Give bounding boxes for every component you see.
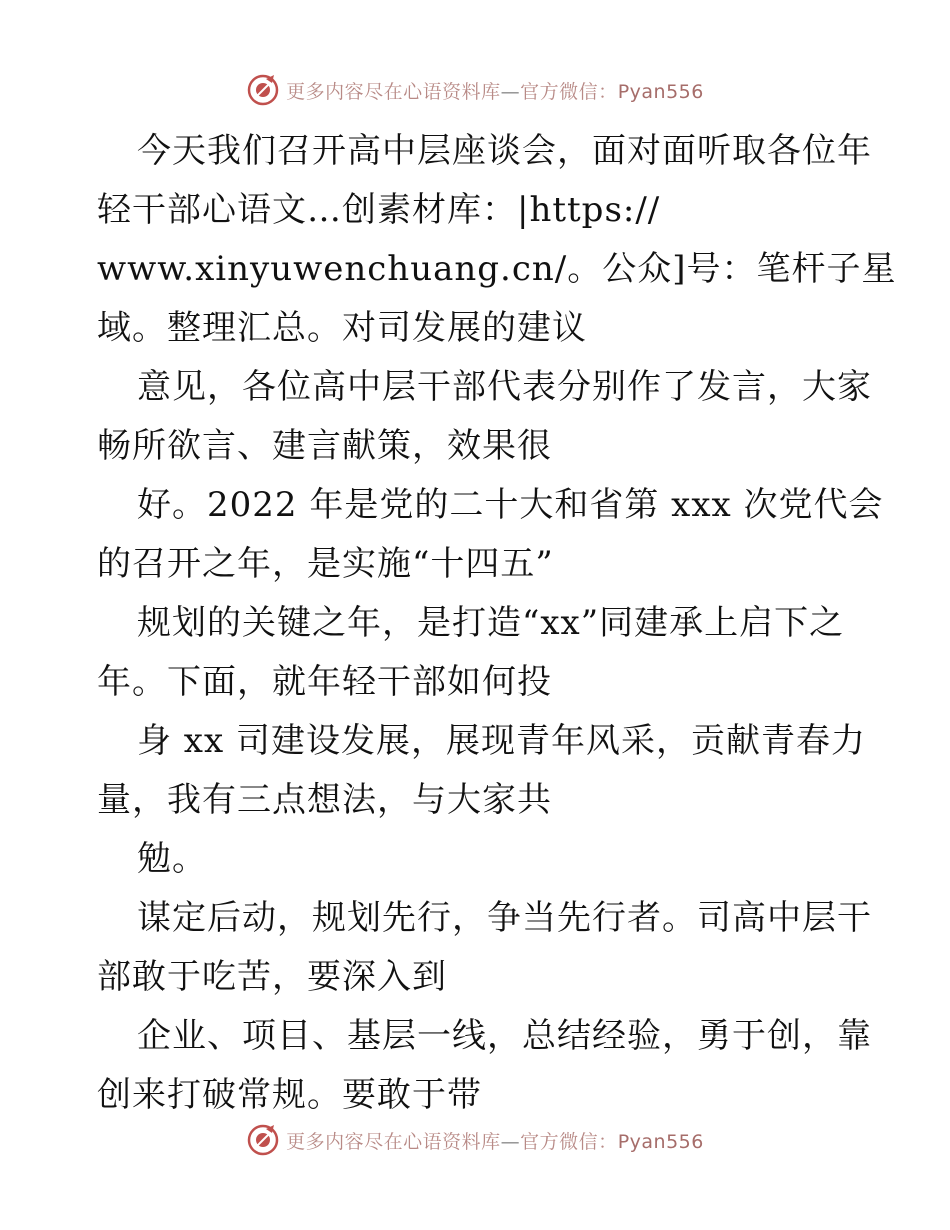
paragraph-line: 域。整理汇总。对司发展的建议 — [97, 308, 587, 348]
document-body — [97, 122, 897, 1125]
paragraph-line: 企业、项目、基层一线，总结经验，勇于创，靠 — [137, 1016, 872, 1056]
watermark-separator: — — [500, 1130, 521, 1153]
paragraph-line: 身 xx 司建设发展，展现青年风采，贡献青春力 — [137, 721, 866, 761]
paragraph-line: 创来打破常规。要敢于带 — [97, 1075, 482, 1115]
paragraph-line: 畅所欲言、建言献策，效果很 — [97, 426, 552, 466]
paragraph-line: 的召开之年，是实施“十四五” — [97, 544, 554, 584]
paragraph-line: 轻干部心语文…创素材库：|https:// — [97, 190, 661, 230]
watermark-wechat-id: Pyan556 — [617, 80, 704, 103]
watermark-text — [286, 1127, 704, 1154]
paragraph-line: 今天我们召开高中层座谈会，面对面听取各位年 — [137, 131, 872, 171]
watermark-wechat-label: 官方微信： — [520, 80, 618, 103]
header-watermark — [0, 70, 950, 110]
paragraph-line: www.xinyuwenchuang.cn/。公众]号：笔杆子星 — [97, 249, 897, 289]
brand-logo-icon — [246, 1123, 280, 1157]
paragraph-line: 年。下面，就年轻干部如何投 — [97, 662, 552, 702]
paragraph-line: 勉。 — [137, 839, 207, 879]
watermark-wechat-label: 官方微信： — [520, 1130, 618, 1153]
paragraph-line: 量，我有三点想法，与大家共 — [97, 780, 552, 820]
paragraph-line: 好。2022 年是党的二十大和省第 xxx 次党代会 — [137, 485, 884, 525]
paragraph-line: 规划的关键之年，是打造“xx”同建承上启下之 — [137, 603, 845, 643]
watermark-brand: 更多内容尽在心语资料库 — [286, 1130, 501, 1153]
watermark-text — [286, 77, 704, 104]
paragraph-line: 意见，各位高中层干部代表分别作了发言，大家 — [137, 367, 872, 407]
brand-logo-icon — [246, 73, 280, 107]
watermark-separator: — — [500, 80, 521, 103]
paragraph-line: 谋定后动，规划先行，争当先行者。司高中层干 — [137, 898, 872, 938]
footer-watermark — [0, 1120, 950, 1160]
watermark-wechat-id: Pyan556 — [617, 1130, 704, 1153]
watermark-brand: 更多内容尽在心语资料库 — [286, 80, 501, 103]
paragraph-line: 部敢于吃苦，要深入到 — [97, 957, 447, 997]
